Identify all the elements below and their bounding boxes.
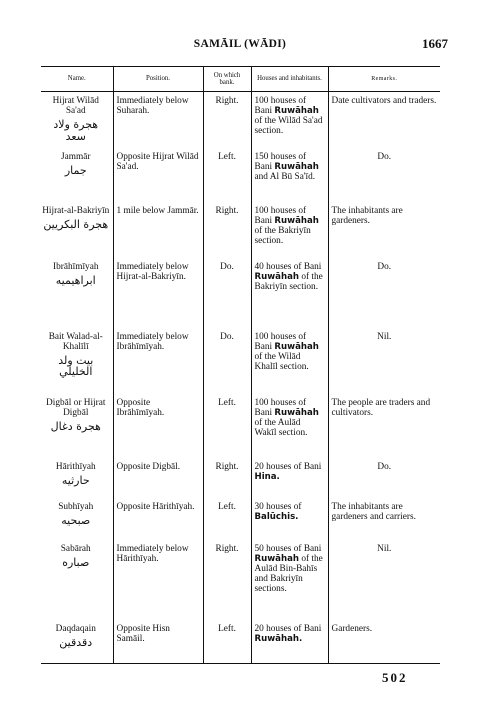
- bank-cell: Right.: [203, 540, 251, 620]
- table-row: [41, 620, 440, 664]
- table-row: [41, 258, 440, 328]
- houses-cell: [251, 620, 328, 664]
- houses-cell: [251, 258, 328, 328]
- houses-count: 50 houses of Bani: [254, 543, 322, 554]
- houses-section: of the Bakriyīn section.: [254, 271, 323, 292]
- position-cell: Immediately below Hārithīyah.: [113, 540, 203, 620]
- page-number: 1667: [422, 36, 448, 51]
- place-name: Hijrat Wilād Sa'ad: [52, 96, 99, 117]
- table-header-row: [41, 67, 440, 92]
- place-name-arabic: دقدقين: [59, 635, 93, 649]
- table-row: [41, 328, 440, 394]
- tribe-name: Ruwāhah.: [254, 633, 303, 644]
- col-header-name: Name.: [41, 67, 113, 92]
- gazetteer-table: [41, 66, 440, 664]
- place-name-cell: [41, 92, 113, 148]
- col-header-position: Position.: [113, 67, 203, 92]
- remarks-cell: The inhabitants are gardeners and carriers.: [328, 498, 440, 540]
- houses-cell: [251, 202, 328, 258]
- table-row: [41, 540, 440, 620]
- tribe-name: Ruwāhah: [274, 106, 319, 117]
- remarks-cell: The inhabitants are gardeners.: [328, 202, 440, 258]
- bank-cell: Right.: [203, 202, 251, 258]
- tribe-name: Ruwāhah: [274, 341, 319, 352]
- place-name-arabic: هجرة البكريين: [43, 217, 109, 231]
- remarks-cell: Do.: [328, 148, 440, 202]
- houses-cell: [251, 92, 328, 148]
- houses-section: of the Bakriyīn section.: [254, 225, 311, 246]
- houses-count: 20 houses of Bani: [254, 461, 322, 472]
- houses-cell: [251, 458, 328, 498]
- place-name-arabic: هجرة دغال: [50, 419, 101, 433]
- place-name-cell: [41, 148, 113, 202]
- col-header-bank: On which bank.: [203, 67, 251, 92]
- place-name-arabic: حارثيه: [61, 473, 90, 487]
- place-name-arabic: صباره: [62, 555, 90, 569]
- page-title: SAMĀIL (WĀDI): [193, 38, 287, 50]
- bank-cell: Left.: [203, 148, 251, 202]
- position-cell: Immediately below Suharah.: [113, 92, 203, 148]
- table-row: [41, 202, 440, 258]
- place-name: Bait Walad-al-Khalīlī: [48, 331, 103, 352]
- position-cell: Opposite Digbāl.: [113, 458, 203, 498]
- remarks-cell: Do.: [328, 458, 440, 498]
- page-header: [40, 36, 448, 52]
- table-row: [41, 394, 440, 458]
- houses-cell: [251, 394, 328, 458]
- place-name: Daqdaqain: [55, 623, 96, 634]
- tribe-name: Hina.: [254, 471, 280, 482]
- remarks-cell: Date cultivators and traders.: [328, 92, 440, 148]
- bank-cell: Do.: [203, 258, 251, 328]
- place-name-cell: [41, 620, 113, 664]
- place-name-arabic: بيت ولد الخليلي: [58, 353, 94, 379]
- tribe-name: Ruwāhah: [254, 553, 300, 564]
- col-header-remarks: Remarks.: [328, 67, 440, 92]
- position-cell: Opposite Hijrat Wilād Sa'ad.: [113, 148, 203, 202]
- place-name-cell: [41, 458, 113, 498]
- place-name-cell: [41, 394, 113, 458]
- houses-count: 30 houses of: [254, 501, 302, 512]
- bank-cell: Left.: [203, 498, 251, 540]
- remarks-cell: Nil.: [328, 540, 440, 620]
- position-cell: Opposite Hisn Samāil.: [113, 620, 203, 664]
- houses-count: 40 houses of Bani: [254, 261, 322, 272]
- houses-count: 100 houses of Bani: [254, 96, 307, 117]
- place-name: Digbāl or Hijrat Digbāl: [46, 397, 106, 418]
- houses-count: 100 houses of Bani: [254, 331, 307, 352]
- place-name: Hārithīyah: [55, 461, 96, 472]
- place-name-cell: [41, 258, 113, 328]
- tribe-name: Ruwāhah: [274, 407, 319, 418]
- remarks-cell: Nil.: [328, 328, 440, 394]
- houses-section: of the Aulād Bin-Bahīs and Bakriyīn sections.: [254, 553, 323, 594]
- col-header-houses: Houses and inhabitants.: [251, 67, 328, 92]
- place-name-cell: [41, 498, 113, 540]
- houses-cell: [251, 540, 328, 620]
- place-name-arabic: صبحيه: [61, 513, 91, 527]
- tribe-name: Ruwāhah: [274, 215, 319, 226]
- place-name-arabic: هجرة ولاد سعد: [53, 118, 99, 143]
- table-row: [41, 498, 440, 540]
- place-name-cell: [41, 328, 113, 394]
- houses-section: of the Wilād Khalīl section.: [254, 351, 309, 372]
- bank-cell: Right.: [203, 458, 251, 498]
- position-cell: Opposite Ibrāhīmīyah.: [113, 394, 203, 458]
- houses-section: of the Wilād Sa'ad section.: [254, 116, 323, 137]
- bank-cell: Left.: [203, 620, 251, 664]
- houses-section: of the Aulād Wakīl section.: [254, 417, 308, 438]
- tribe-name: Balūchis.: [254, 511, 299, 522]
- houses-cell: [251, 148, 328, 202]
- houses-count: 100 houses of Bani: [254, 205, 307, 226]
- place-name: Hijrat-al-Bakriyīn: [42, 205, 110, 216]
- place-name: Jammār: [61, 151, 91, 162]
- signature-number: 502: [382, 670, 408, 685]
- houses-section: and Al Bū Sa'īd.: [254, 171, 316, 182]
- tribe-name: Ruwāhah: [254, 271, 300, 282]
- houses-count: 100 houses of Bani: [254, 397, 307, 418]
- houses-cell: [251, 328, 328, 394]
- bank-cell: Do.: [203, 328, 251, 394]
- bank-cell: Left.: [203, 394, 251, 458]
- remarks-cell: Do.: [328, 258, 440, 328]
- position-cell: Immediately below Ibrāhīmīyah.: [113, 328, 203, 394]
- place-name: Sabārah: [60, 543, 91, 554]
- place-name-arabic: ابراهيميه: [55, 273, 96, 287]
- bank-cell: Right.: [203, 92, 251, 148]
- houses-cell: [251, 498, 328, 540]
- place-name: Ibrāhīmīyah: [53, 261, 99, 272]
- table-row: [41, 458, 440, 498]
- tribe-name: Ruwāhah: [274, 161, 319, 172]
- houses-count: 150 houses of Bani: [254, 151, 307, 172]
- table-row: [41, 148, 440, 202]
- position-cell: Opposite Hārithīyah.: [113, 498, 203, 540]
- houses-count: 20 houses of Bani: [254, 623, 322, 634]
- remarks-cell: The people are traders and cultivators.: [328, 394, 440, 458]
- remarks-cell: Gardeners.: [328, 620, 440, 664]
- table-row: [41, 92, 440, 148]
- place-name-cell: [41, 540, 113, 620]
- position-cell: 1 mile below Jammār.: [113, 202, 203, 258]
- place-name: Subhīyah: [58, 501, 94, 512]
- position-cell: Immediately below Hijrat-al-Bakriyīn.: [113, 258, 203, 328]
- place-name-cell: [41, 202, 113, 258]
- place-name-arabic: جمار: [64, 163, 87, 177]
